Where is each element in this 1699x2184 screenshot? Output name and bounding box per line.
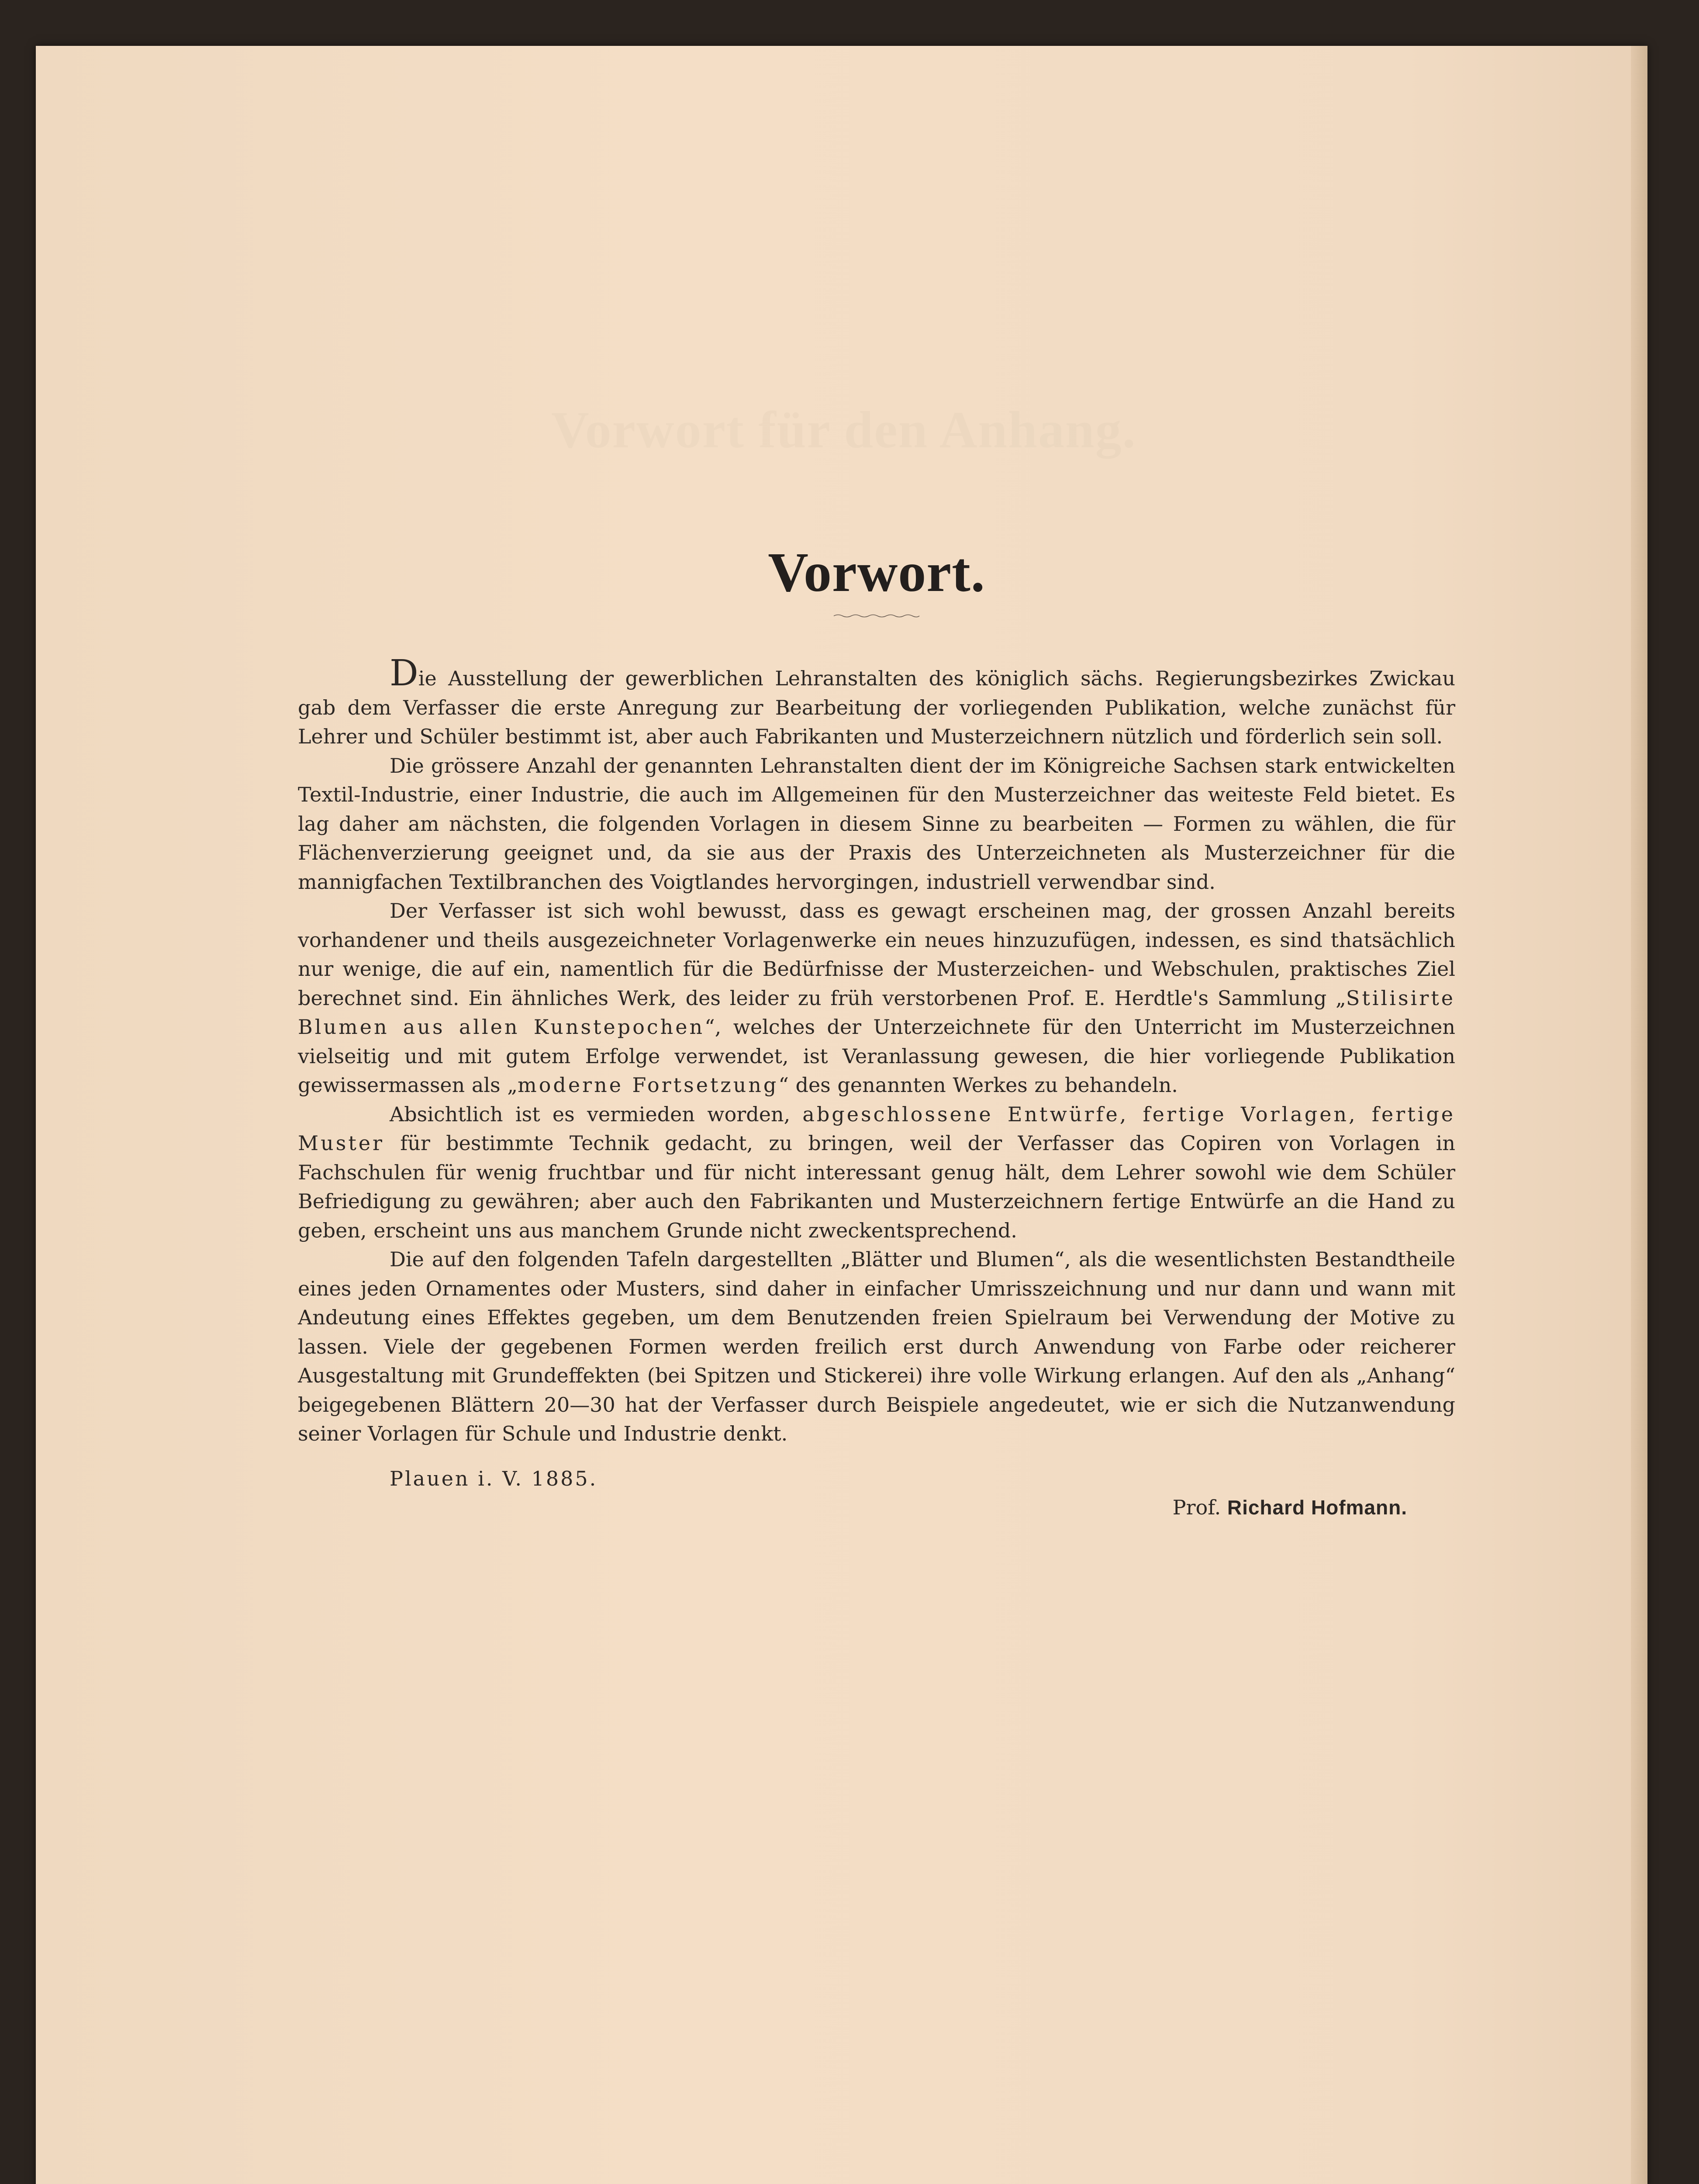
place-and-date: Plauen i. V. 1885. [390, 1466, 598, 1490]
paragraph-4 [298, 1100, 1455, 1245]
signature [298, 1493, 1407, 1522]
paragraph-3-text-b: “, welches der Unterzeichnete für den Unterricht im Musterzeichnen vielseitig und mit gutem Erfolge verwendet, ist Veranlassung gewesen, die hier vorliegende Publikation gewissermassen als „ [298, 1015, 1455, 1097]
paragraph-1-text: ie Ausstellung der gewerblichen Lehranstalten des königlich sächs. Regierungsbezirkes Zwickau gab dem Verfasser die erste Anregung zur Bearbeitung der vorliegenden Publikation, welche zunächst für Lehrer und Schüler bestimmt ist, aber auch Fabrikanten und Musterzeichnern nützlich und förderlich sein soll. [298, 667, 1455, 748]
title-ornament [833, 613, 920, 619]
paragraph-1 [298, 653, 1455, 751]
signature-name: Richard Hofmann. [1227, 1496, 1407, 1519]
initial-letter: D [390, 653, 418, 694]
signature-prefix: Prof. [1172, 1495, 1221, 1519]
page-title: Vorwort. [768, 541, 985, 603]
bleed-through-text: Vorwort für den Anhang. [551, 401, 1136, 459]
paragraph-4-text-b: für bestimmte Technik gedacht, zu bringen, weil der Verfasser das Copiren von Vorlagen in Fachschulen für wenig fruchtbar und für nicht interessant genug hält, dem Lehrer sowohl wie dem Schüler Befriedigung zu gewähren; aber auch den Fabrikanten und Musterzeichnern fertige Entwürfe an die Hand zu geben, erscheint uns aus manchem Grunde nicht zweckentsprechend. [298, 1131, 1455, 1242]
page-content [298, 539, 1455, 1522]
continuation-spaced: moderne Fortsetzung [518, 1073, 779, 1097]
preface-body [298, 653, 1455, 1522]
emphasis-spaced: abgeschlossene Entwürfe, fertige Vorlagen, fertige Muster [298, 1102, 1455, 1155]
paragraph-4-text-a: Absichtlich ist es vermieden worden, [390, 1102, 803, 1126]
paragraph-3 [298, 896, 1455, 1100]
paragraph-3-text-a: Der Verfasser ist sich wohl bewusst, dass es gewagt erscheinen mag, der grossen Anzahl bereits vorhandener und theils ausgezeichneter Vorlagenwerke ein neues hinzuzufügen, indessen, es sind thatsächlich nur wenige, die auf ein, namentlich für die Bedürfnisse der Musterzeichen- und Webschulen, praktisches Ziel berechnet sind. Ein ähnliches Werk, des leider zu früh verstorbenen Prof. E. Herdtle's Sammlung „ [298, 899, 1455, 1010]
paragraph-2: Die grössere Anzahl der genannten Lehranstalten dient der im Königreiche Sachsen stark entwickelten Textil-Industrie, einer Industrie, die auch im Allgemeinen für den Musterzeichner das weiteste Feld bietet. Es lag daher am nächsten, die folgenden Vorlagen in diesem Sinne zu bearbeiten — Formen zu wählen, die für Flächenverzierung geeignet und, da sie aus der Praxis des Unterzeichneten als Musterzeichner für die mannigfachen Textilbranchen des Voigtlandes hervorgingen, industriell verwendbar sind. [298, 753, 1455, 894]
paragraph-3-text-c: “ des genannten Werkes zu behandeln. [778, 1073, 1178, 1097]
page-edge [1631, 46, 1647, 2184]
paragraph-5: Die auf den folgenden Tafeln dargestellten „Blätter und Blumen“, als die wesentlichsten Bestandtheile eines jeden Ornamentes oder Musters, sind daher in einfacher Umrisszeichnung und nur dann und wann mit Andeutung eines Effektes gegeben, um dem Benutzenden freien Spielraum bei Verwendung der Motive zu lassen. Viele der gegebenen Formen werden freilich erst durch Anwendung von Farbe oder reicherer Ausgestaltung mit Grundeffekten (bei Spitzen und Stickerei) ihre volle Wirkung erlangen. Auf den als „Anhang“ beigegebenen Blättern 20—30 hat der Verfasser durch Beispiele angedeutet, wie er sich die Nutzanwendung seiner Vorlagen für Schule und Industrie denkt. [298, 1248, 1455, 1445]
work-title-spaced: Stilisirte Blumen aus allen Kunstepochen [298, 986, 1455, 1039]
document-page [36, 46, 1647, 2184]
